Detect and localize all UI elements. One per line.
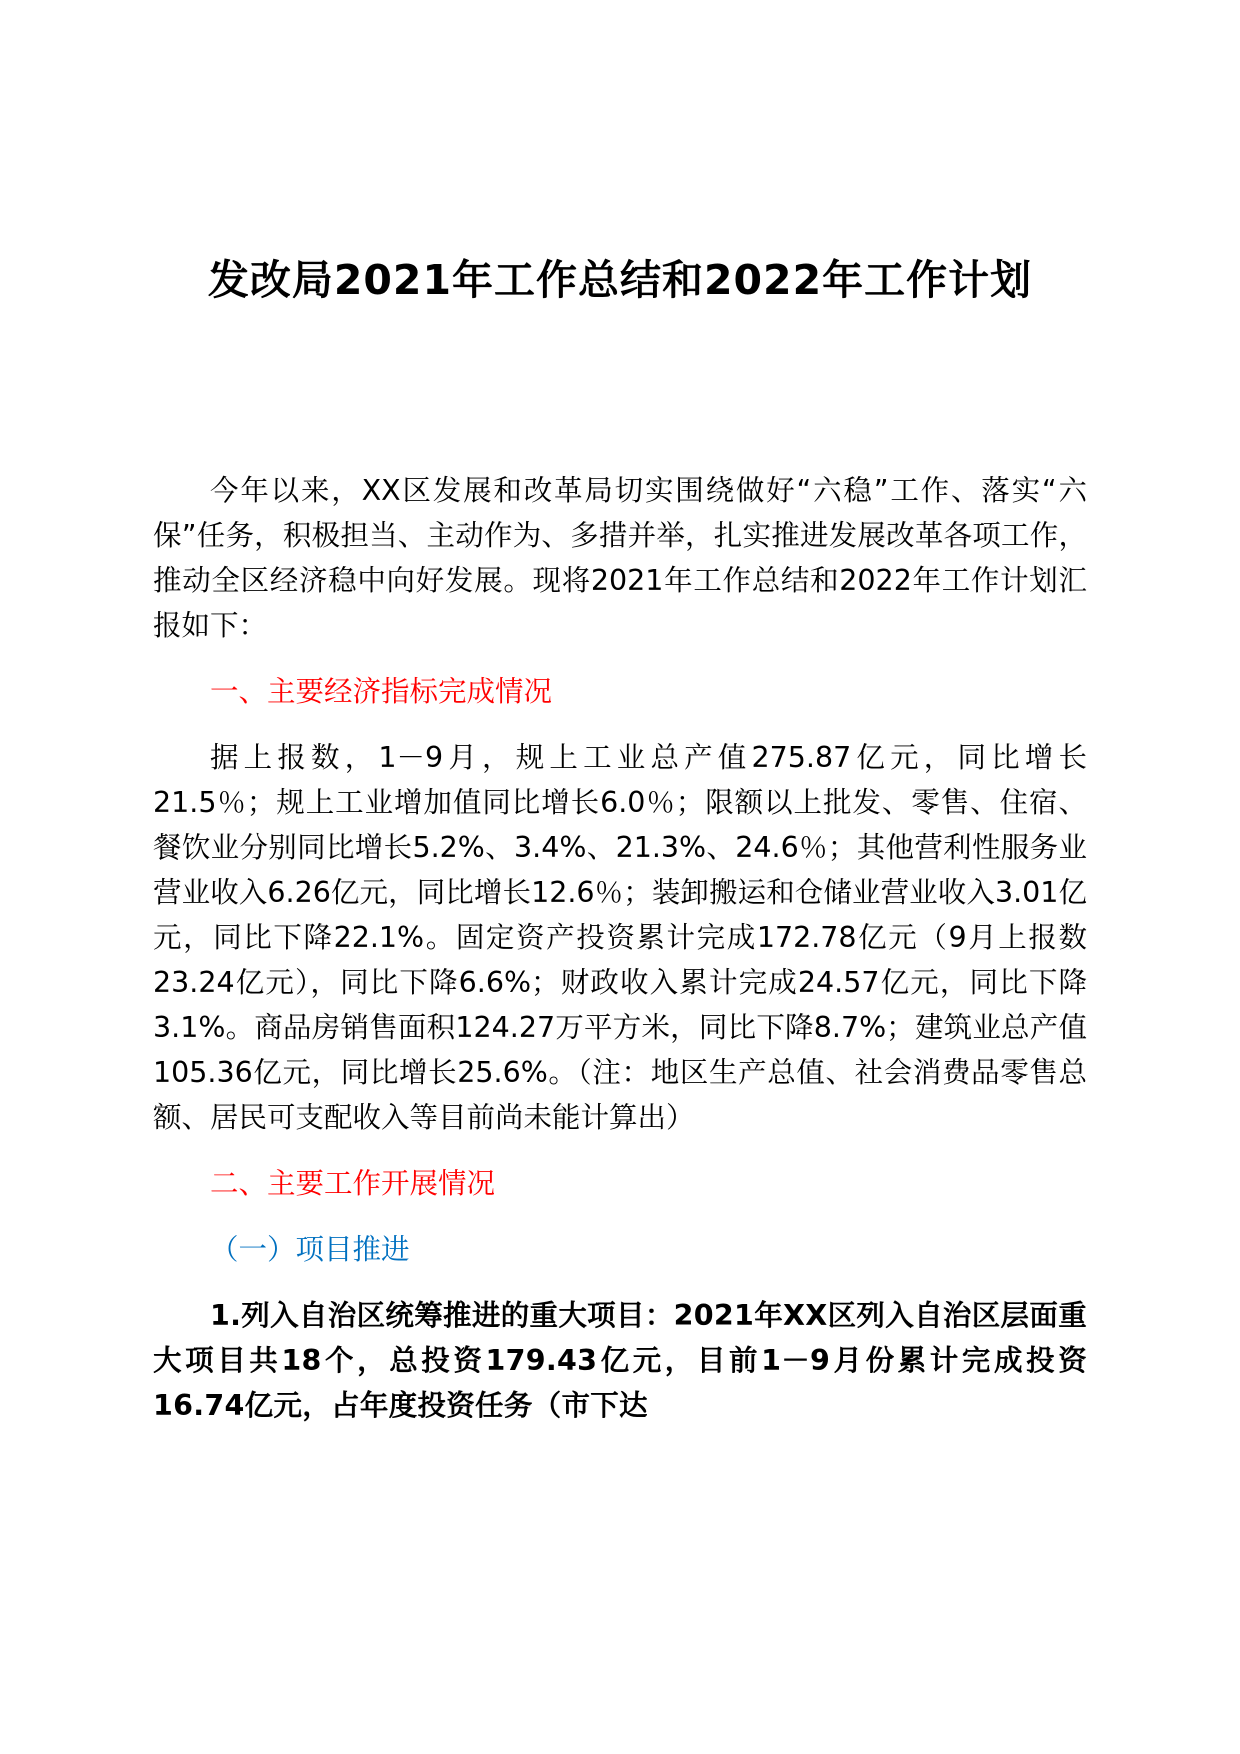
document-body <box>153 468 1087 1428</box>
economic-indicators-paragraph: 据上报数，1－9月，规上工业总产值275.87亿元，同比增长21.5％；规上工业增加值同比增长6.0％；限额以上批发、零售、住宿、餐饮业分别同比增长5.2%、3.4%、21.3%、24.6％；其他营利性服务业营业收入6.26亿元，同比增长12.6％；装卸搬运和仓储业营业收入3.01亿元，同比下降22.1%。固定资产投资累计完成172.78亿元（9月上报数23.24亿元），同比下降6.6%；财政收入累计完成24.57亿元，同比下降3.1%。商品房销售面积124.27万平方米，同比下降8.7%；建筑业总产值105.36亿元，同比增长25.6%。（注：地区生产总值、社会消费品零售总额、居民可支配收入等目前尚未能计算出） <box>153 741 1087 1134</box>
section-heading-economic-indicators: 一、主要经济指标完成情况 <box>210 675 553 708</box>
subsection-heading-project-promotion: （一）项目推进 <box>210 1233 410 1266</box>
intro-paragraph: 今年以来，XX区发展和改革局切实围绕做好“六稳”工作、落实“六保”任务，积极担当、主动作为、多措并举，扎实推进发展改革各项工作，推动全区经济稳中向好发展。现将2021年工作总结和2022年工作计划汇报如下： <box>153 474 1087 642</box>
major-projects-paragraph: 1.列入自治区统筹推进的重大项目：2021年XX区列入自治区层面重大项目共18个，总投资179.43亿元，目前1－9月份累计完成投资16.74亿元，占年度投资任务（市下达 <box>153 1299 1087 1422</box>
document-title: 发改局2021年工作总结和2022年工作计划 <box>207 256 1033 304</box>
section-heading-main-work: 二、主要工作开展情况 <box>210 1167 496 1200</box>
